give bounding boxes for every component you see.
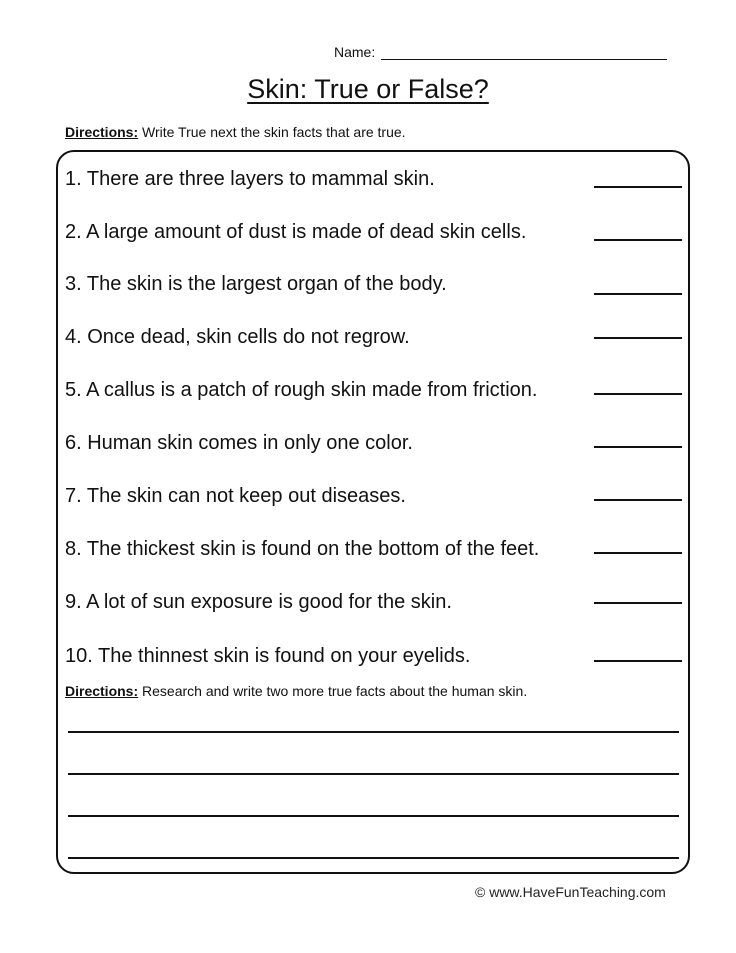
answer-line-1[interactable] — [594, 186, 682, 188]
answer-line-7[interactable] — [594, 499, 682, 501]
answer-line-10[interactable] — [594, 660, 682, 662]
question-2: 2. A large amount of dust is made of dead skin cells. — [65, 221, 527, 243]
question-10: 10. The thinnest skin is found on your eyelids. — [65, 645, 471, 667]
question-9: 9. A lot of sun exposure is good for the skin. — [65, 591, 452, 613]
question-5: 5. A callus is a patch of rough skin made from friction. — [65, 379, 538, 401]
name-label: Name: — [334, 44, 376, 60]
fact-writing-line-1[interactable] — [68, 731, 679, 733]
answer-line-4[interactable] — [594, 337, 682, 339]
directions-text: Research and write two more true facts about the human skin. — [138, 683, 528, 699]
answer-line-9[interactable] — [594, 602, 682, 604]
question-4: 4. Once dead, skin cells do not regrow. — [65, 326, 410, 348]
copyright-footer: © www.HaveFunTeaching.com — [475, 884, 666, 900]
answer-line-2[interactable] — [594, 239, 682, 241]
directions-label: Directions: — [65, 683, 139, 699]
name-field — [334, 44, 667, 60]
directions-research — [65, 683, 527, 699]
directions-text: Write True next the skin facts that are true. — [138, 124, 406, 140]
question-6: 6. Human skin comes in only one color. — [65, 432, 413, 454]
name-blank-line[interactable] — [381, 45, 667, 60]
page-title: Skin: True or False? — [247, 74, 489, 104]
answer-line-5[interactable] — [594, 393, 682, 395]
fact-writing-line-4[interactable] — [68, 857, 679, 859]
answer-line-6[interactable] — [594, 446, 682, 448]
question-1: 1. There are three layers to mammal skin. — [65, 168, 435, 190]
fact-writing-line-2[interactable] — [68, 773, 679, 775]
directions-label: Directions: — [65, 124, 139, 140]
directions-true-facts — [65, 124, 406, 140]
fact-writing-line-3[interactable] — [68, 815, 679, 817]
question-3: 3. The skin is the largest organ of the body. — [65, 273, 447, 295]
questions-box — [56, 150, 690, 874]
question-7: 7. The skin can not keep out diseases. — [65, 485, 406, 507]
answer-line-3[interactable] — [594, 293, 682, 295]
answer-line-8[interactable] — [594, 552, 682, 554]
question-8: 8. The thickest skin is found on the bottom of the feet. — [65, 538, 540, 560]
